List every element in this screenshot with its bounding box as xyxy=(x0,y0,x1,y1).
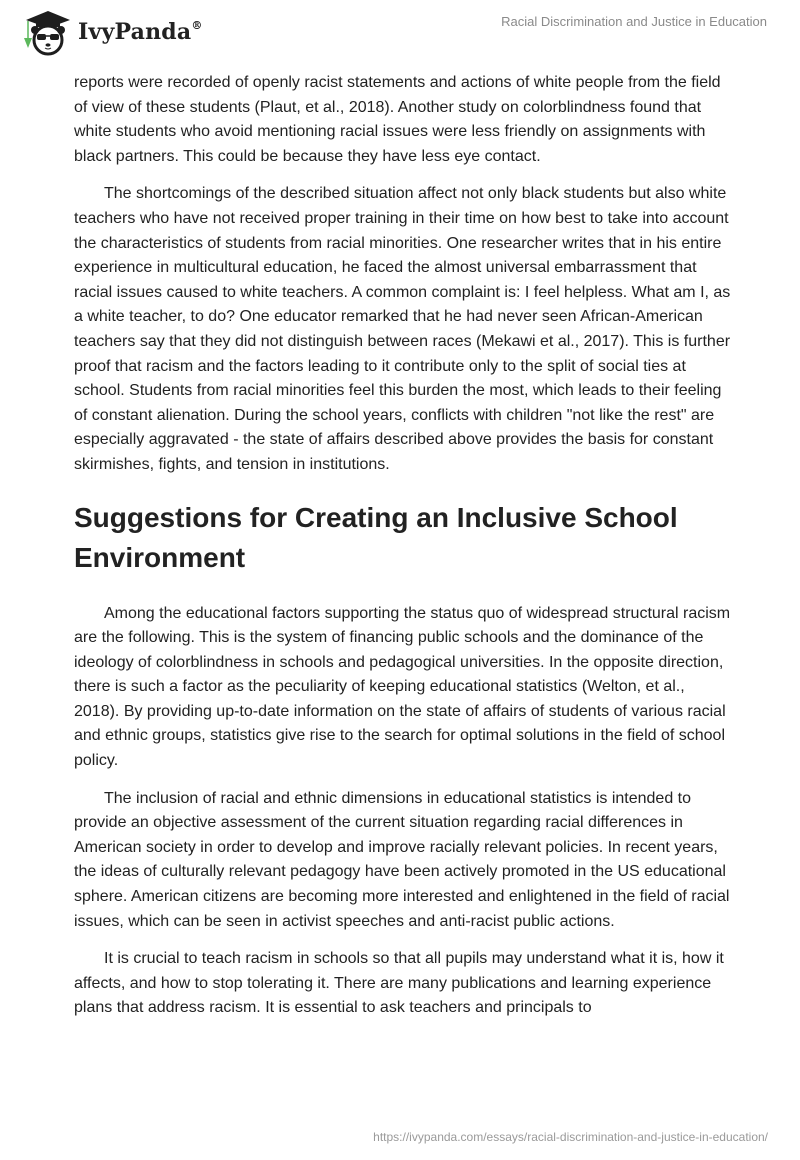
footer-url[interactable]: https://ivypanda.com/essays/racial-discrimination-and-justice-in-education/ xyxy=(373,1130,768,1144)
paragraph: reports were recorded of openly racist statements and actions of white people from the field of view of these students (Plaut, et al., 2018). Another study on colorblindness found that white students who avoid mentioning racial issues were less friendly on assignments with black partners. This could be because they have less eye contact. xyxy=(74,74,721,165)
essay-content xyxy=(74,71,734,1034)
paragraph: The shortcomings of the described situation affect not only black students but also white teachers who have not received proper training in their time on how best to take into account the characteristics of students from racial minorities. One researcher writes that in his entire experience in multicultural education, he faced the almost universal embarrassment that racial issues caused to white teachers. A common complaint is: I feel helpless. What am I, as a white teacher, to do? One educator remarked that he had never seen African-American teachers say that they did not distinguish between races (Mekawi et al., 2017). This is further proof that racism and the factors leading to it contribute only to the split of social ties at school. Students from racial minorities feel this burden the most, which leads to their feeling of constant alienation. During the school years, conflicts with children "not like the rest" are especially aggravated - the state of affairs described above provides the basis for constant skirmishes, fights, and tension in institutions. xyxy=(74,185,731,473)
document-title: Racial Discrimination and Justice in Education xyxy=(501,14,767,29)
page-header xyxy=(0,0,800,60)
paragraph: The inclusion of racial and ethnic dimensions in educational statistics is intended to provide an objective assessment of the current situation regarding racial differences in American society in order to develop and improve racially relevant policies. In recent years, the ideas of culturally relevant pedagogy have been actively promoted in the US educational sphere. American citizens are becoming more interested and enlightened in the field of racial issues, which can be seen in activist speeches and anti-racist public actions. xyxy=(74,789,730,930)
brand-name: IvyPanda® xyxy=(78,18,203,45)
panda-graduate-icon xyxy=(18,8,76,56)
registered-mark: ® xyxy=(191,18,203,32)
paragraph: It is crucial to teach racism in schools so that all pupils may understand what it is, how it affects, and how to stop tolerating it. There are many publications and learning experience plans that address racism. It is essential to ask teachers and principals to xyxy=(74,950,724,1017)
ivypanda-logo[interactable] xyxy=(18,8,203,56)
section-heading: Suggestions for Creating an Inclusive School Environment xyxy=(74,501,678,573)
paragraph: Among the educational factors supporting the status quo of widespread structural racism are the following. This is the system of financing public schools and the dominance of the ideology of colorblindness in schools and pedagogical universities. In the opposite direction, there is such a factor as the peculiarity of keeping educational statistics (Welton, et al., 2018). By providing up-to-date information on the state of affairs of students of various racial and ethnic groups, statistics give rise to the search for optimal solutions in the field of school policy. xyxy=(74,604,731,770)
